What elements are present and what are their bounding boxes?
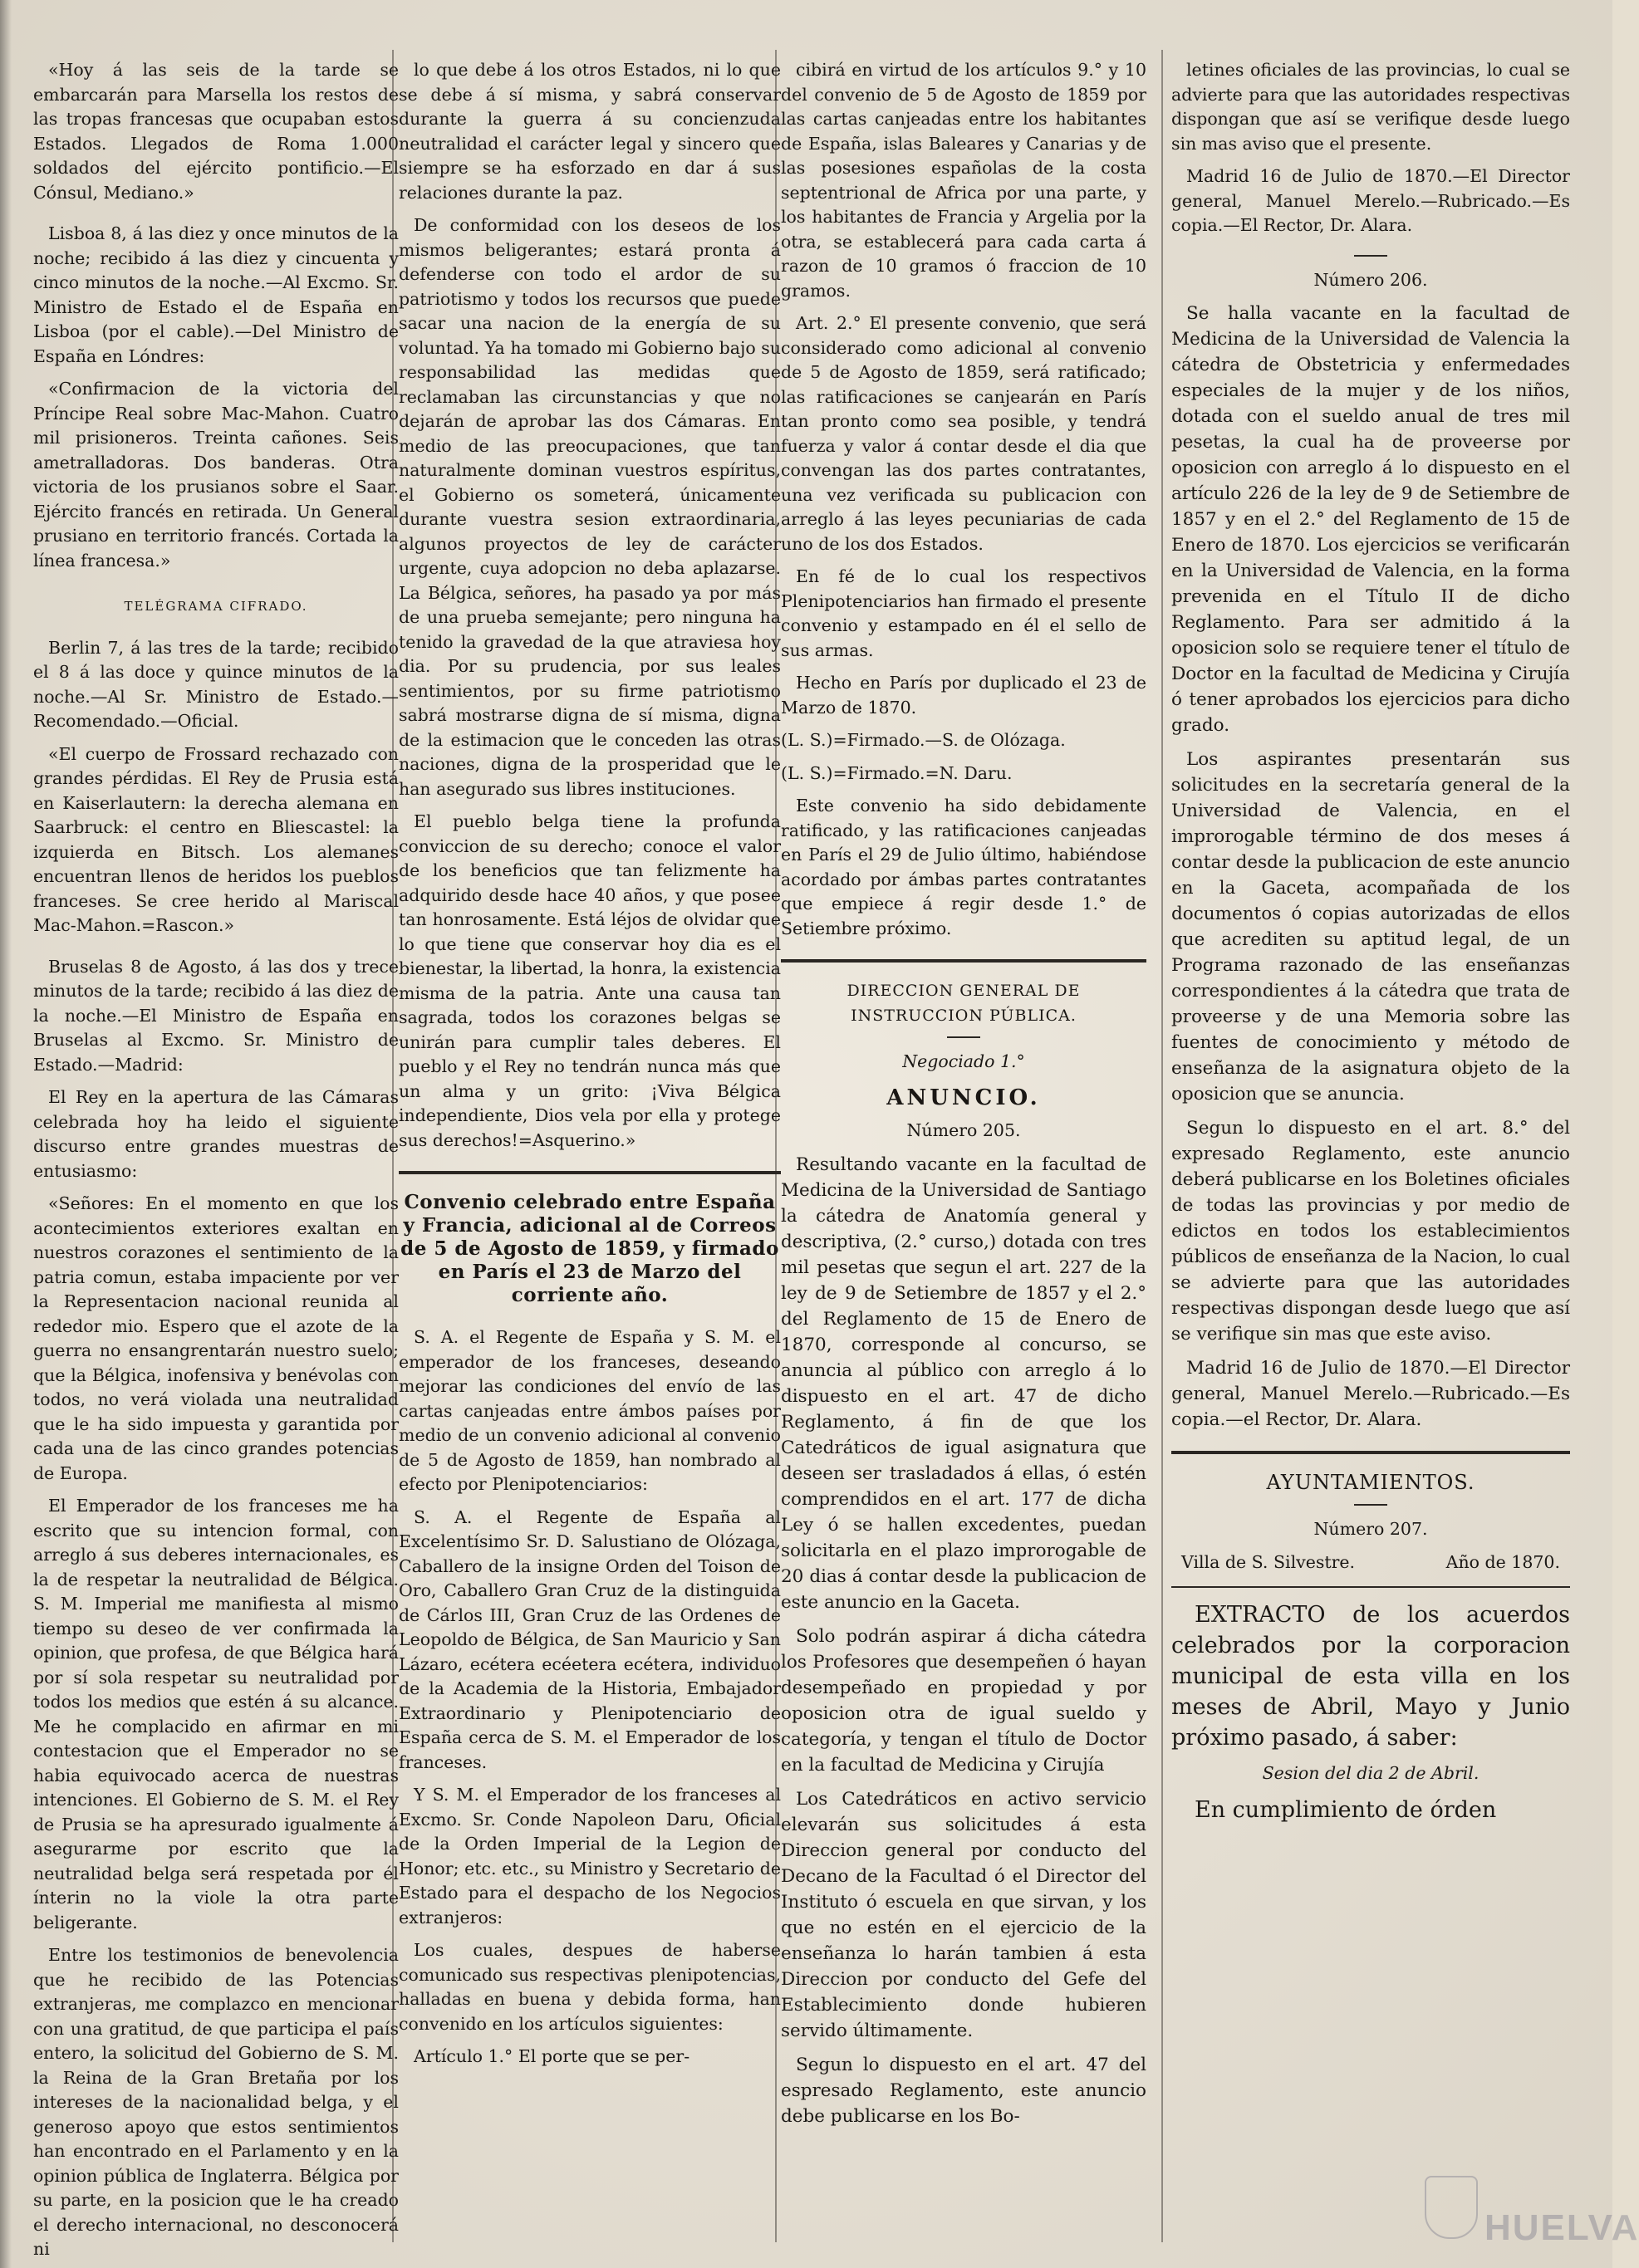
paragraph: Lisboa 8, á las diez y once minutos de la noche; recibido á las diez y cincuenta y cinco minutos de la noche.—Al Excmo. Sr. Ministro de Estado el de España en Lisboa (por el cable).—Del Ministro de España en Lóndres:	[33, 223, 399, 366]
section-heading: DIRECCION GENERAL DE INSTRUCCION PÚBLICA.	[846, 982, 1081, 1025]
paragraph: Este convenio ha sido debidamente ratificado, y las ratificaciones canjeadas en París el 29 de Julio último, habiéndose acordado por ámbas partes contratantes que empiece á regir desde 1.° de Setiembre próximo.	[781, 796, 1146, 938]
paragraph: S. A. el Regente de España y S. M. el emperador de los franceses, deseando mejorar las condiciones del envío de las cartas canjeadas entre ámbos países por medio de un convenio adicional al convenio de 5 de Agosto de 1859, han nombrado al efecto por Plenipotenciarios:	[399, 1327, 781, 1494]
paragraph: EXTRACTO de los acuerdos celebrados por la corporacion municipal de esta villa en los meses de Abril, Mayo y Junio próximo pasado, á saber:	[1171, 1602, 1570, 1751]
paragraph: Entre los testimonios de benevolencia que he recibido de las Potencias extranjeras, me complazco en mencionar con una gratitud, de que participa el país entero, la solicitud del Gobierno de S. M. la Reina de la Gran Bretaña por los intereses de la nacionalidad belga, y el generoso apoyo que estos sentimientos han encontrado en el Parlamento y en la opinion pública de Inglaterra. Bélgica por su parte, en la posicion que le ha creado el derecho internacional, no desconocerá ni	[33, 1945, 399, 2259]
page-edge-shadow	[0, 0, 12, 2268]
watermark-text: HUELVA	[1484, 2207, 1639, 2248]
paragraph: Segun lo dispuesto en el art. 47 del espresado Reglamento, este anuncio debe publicarse en los Bo-	[781, 2054, 1146, 2127]
column-2	[399, 58, 781, 2217]
paragraph: Los aspirantes presentarán sus solicitudes en la secretaría general de la Universidad de Valencia, en el improrogable término de dos meses á contar desde la publicacion de este anuncio en la Gaceta, acompañada de los documentos ó copias autorizadas de ellos que acrediten su aptitud legal, de un Programa razonado de las enseñanzas correspondientes á la cátedra que trata de proveerse y de una Memoria sobre las fuentes de conocimiento y método de enseñanza de la asignatura objeto de la oposicion que se anuncia.	[1171, 749, 1570, 1105]
paragraph: Solo podrán aspirar á dicha cátedra los Profesores que desempeñen ó hayan desempeñado en propiedad y por oposicion otra de igual sueldo y categoría, y tengan el título de Doctor en la facultad de Medicina y Cirujía	[781, 1625, 1146, 1776]
paragraph: Y S. M. el Emperador de los franceses al Excmo. Sr. Conde Napoleon Daru, Oficial de la Orden Imperial de la Legion de Honor; etc. etc., su Ministro y Secretario de Estado para el despacho de los Negocios extranjeros:	[399, 1785, 781, 1928]
paragraph: S. A. el Regente de España al Excelentísimo Sr. D. Salustiano de Olózaga, Caballero de la insigne Orden del Toison de Oro, Caballero Gran Cruz de la distinguida de Cárlos III, Gran Cruz de las Ordenes de Leopoldo de Bélgica, de San Mauricio y San Lázaro, ecétera ecéetera ecétera, individuo de la Academia de la Historia, Embajador Extraordinario y Plenipotenciario de España cerca de S. M. el Emperador de los franceses.	[399, 1506, 781, 1772]
section-heading: AYUNTAMIENTOS.	[1266, 1471, 1475, 1494]
paragraph: letines oficiales de las provincias, lo cual se advierte para que las autoridades respectivas dispongan que así se verifique desde luego sin mas aviso que el presente.	[1171, 60, 1570, 154]
paragraph: Madrid 16 de Julio de 1870.—El Director general, Manuel Merelo.—Rubricado.—Es copia.—el Rector, Dr. Alara.	[1171, 1358, 1570, 1430]
dateline-row	[1171, 1550, 1570, 1575]
section-divider	[781, 959, 1146, 963]
paragraph: Resultando vacante en la facultad de Medicina de la Universidad de Santiago la cátedra de Anatomía general y descriptiva, (2.° curso,) dotada con tres mil pesetas que segun el art. 227 de la ley de 9 de Setiembre de 1857 y el 2.° del Reglamento de 15 de Enero de 1870, corresponde al concurso, se anuncia al público con arreglo á lo dispuesto en el art. 47 de dicho Reglamento, á fin de que los Catedráticos de igual asignatura que deseen ser trasladados á ellas, ó estén comprendidos en el art. 177 de dicha Ley ó se hallen excedentes, puedan solicitarla en el plazo improrogable de 20 dias á contar desde la publicacion de este anuncio en la Gaceta.	[781, 1154, 1146, 1613]
column-4	[1171, 58, 1570, 2217]
paragraph: «Hoy á las seis de la tarde se embarcarán para Marsella los restos de las tropas francesas que ocupaban estos Estados. Llegados de Roma 1.000 soldados del ejército pontificio.—El Cónsul, Mediano.»	[33, 60, 399, 203]
paragraph: Los Catedráticos en activo servicio elevarán sus solicitudes á esta Direccion general por conducto del Decano de la Facultad ó el Director del Instituto ó escuela en que sirvan, y los que no estén en el ejercicio de la enseñanza lo harán tambien á esta Direccion por conducto del Gefe del Establecimiento donde hubieren servido últimamente.	[781, 1788, 1146, 2041]
paragraph: Segun lo dispuesto en el art. 8.° del expresado Reglamento, este anuncio deberá publicarse en los Boletines oficiales de todas las provincias y por medio de edictos en todos los establecimientos públicos de enseñanza de la Nacion, lo cual se advierte para que las autoridades respectivas dispongan desde luego que así se verifique sin mas que este aviso.	[1171, 1118, 1570, 1345]
short-rule	[1354, 255, 1387, 257]
place-label: Villa de S. Silvestre.	[1181, 1552, 1356, 1572]
signature-line: (L. S.)=Firmado.—S. de Olózaga.	[781, 730, 1066, 750]
signature-line: (L. S.)=Firmado.=N. Daru.	[781, 762, 1013, 783]
column-1	[33, 58, 399, 2259]
paragraph: Madrid 16 de Julio de 1870.—El Director general, Manuel Merelo.—Rubricado.—Es copia.—El Rector, Dr. Alara.	[1171, 166, 1570, 235]
announcement-number: Número 205.	[906, 1120, 1021, 1140]
paragraph: El pueblo belga tiene la profunda conviccion de su derecho; conoce el valor de los beneficios que tan felizmente ha adquirido desde hace 40 años, y que posee tan honrosamente. Está léjos de olvidar que lo que tiene que conservar hoy dia es el bienestar, la libertad, la honra, la existencia misma de la patria. Ante una causa tan sagrada, todos los corazones belgas se unirán para cumplir tales deberes. El pueblo y el Rey no tendrán nunca más que un alma y un grito: ¡Viva Bélgica independiente, Dios vela por ella y protege sus derechos!=Asquerino.»	[399, 811, 781, 1150]
paragraph: Los cuales, despues de haberse comunicado sus respectivas plenipotencias, halladas en buena y debida forma, han convenido en los artículos siguientes:	[399, 1940, 781, 2034]
section-divider	[1171, 1586, 1570, 1588]
session-label: Sesion del dia 2 de Abril.	[1262, 1763, 1480, 1783]
paragraph: El Rey en la apertura de las Cámaras celebrada hoy ha leido el siguiente discurso entre grandes muestras de entusiasmo:	[33, 1087, 399, 1181]
paragraph: El Emperador de los franceses me ha escrito que su intencion formal, con arreglo á sus deberes internacionales, es la de respetar la neutralidad de Bélgica. S. M. Imperial me manifiesta al mismo tiempo su deseo de ver confirmada la opinion, que profesa, de que Bélgica hará por sí sola respetar su neutralidad por todos los medios que estén á su alcance. Me he complacido en afirmar en mi contestacion que el Emperador no se habia equivocado acerca de nuestras intenciones. El Gobierno de S. M. el Rey de Prusia se ha apresurado igualmente á asegurarme por escrito que la neutralidad belga será respetada por él ínterin no la viole la otra parte beligerante.	[33, 1496, 399, 1932]
negociado-label: Negociado 1.°	[902, 1051, 1025, 1071]
paragraph: De conformidad con los deseos de los mismos beligerantes; estará pronta á defenderse con todo el ardor de su patriotismo y todos los recursos que puede sacar una nacion de la energía de su voluntad. Ya ha tomado mi Gobierno bajo su responsabilidad las medidas que reclamaban las circunstancias y que no dejarán de aprobar las dos Cámaras. En medio de las preocupaciones, que tan naturalmente dominan vuestros espíritus, el Gobierno os someterá, únicamente durante vuestra sesion extraordinaria, algunos proyectos de ley de carácter urgente, cuya adopcion no deba aplazarse. La Bélgica, señores, ha pasado ya por más de una prueba semejante; pero ninguna ha tenido la gravedad de la que atraviesa hoy dia. Por su prudencia, por sus leales sentimientos, por su firme patriotismo sabrá mostrarse digna de sí misma, digna de la estimacion que le conceden las otras naciones, digna de la prosperidad que le han asegurado sus libres instituciones.	[399, 215, 781, 799]
archive-watermark	[1425, 2176, 1639, 2255]
column-rule	[1161, 50, 1163, 2242]
section-divider	[1171, 1451, 1570, 1454]
paragraph: Se halla vacante en la facultad de Medicina de la Universidad de Valencia la cátedra de Obstetricia y enfermedades especiales de la mujer y de los niños, dotada con el sueldo anual de tres mil pesetas, la cual ha de proveerse por oposicion con arreglo á lo dispuesto en el artículo 226 de la ley de 9 de Setiembre de 1857 y en el 2.° del Reglamento de 15 de Enero de 1870. Los ejercicios se verificarán en la Universidad de Valencia, en la forma prevenida en el Título II de dicho Reglamento. Para ser admitido á la oposicion solo se requiere tener el título de Doctor en la facultad de Medicina y Cirujía ó tener aprobados los ejercicios para dicho grado.	[1171, 303, 1570, 736]
section-heading: TELÉGRAMA CIFRADO.	[124, 599, 308, 614]
announcement-number: Número 206.	[1313, 269, 1428, 290]
paragraph: En fé de lo cual los respectivos Plenipotenciarios han firmado el presente convenio y estampado en él el sello de sus armas.	[781, 566, 1146, 660]
paragraph: «El cuerpo de Frossard rechazado con grandes pérdidas. El Rey de Prusia está en Kaiserlautern: la derecha alemana en Saarbruck: el centro en Bliescastel: la izquierda en Bitsch. Los alemanes encuentran llenos de heridos los pueblos franceses. Se cree herido al Mariscal Mac-Mahon.=Rascon.»	[33, 743, 399, 935]
paragraph: lo que debe á los otros Estados, ni lo que se debe á sí misma, y sabrá conservar durante la guerra á su concienzuda neutralidad el carácter legal y sincero que siempre se ha esforzado en dar á sus relaciones durante la paz.	[399, 60, 781, 203]
paragraph: Artículo 1.° El porte que se per-	[414, 2046, 690, 2066]
article-title: Convenio celebrado entre España y Francia, adicional al de Correos de 5 de Agosto de 1859, y firmado en París el 23 de Marzo del corriente año.	[400, 1191, 779, 1306]
column-3	[781, 58, 1146, 2192]
paragraph: Berlin 7, á las tres de la tarde; recibido el 8 á las doce y quince minutos de la noche.—Al Sr. Ministro de Estado.—Recomendado.—Oficial.	[33, 637, 399, 731]
archive-seal-icon	[1425, 2176, 1478, 2239]
paragraph: cibirá en virtud de los artículos 9.° y 10 del convenio de 5 de Agosto de 1859 por las cartas canjeadas entre los habitantes de España, islas Baleares y Canarias y de las posesiones españolas de la costa septentrional de Africa por una parte, y los habitantes de Francia y Argelia por la otra, se establecerá para cada carta á razon de 10 gramos ó fraccion de 10 gramos.	[781, 60, 1146, 301]
short-rule	[947, 1036, 980, 1038]
section-divider	[399, 1171, 781, 1174]
paragraph: «Señores: En el momento en que los acontecimientos exteriores exaltan en nuestros corazones el sentimiento de la patria comun, estaba impaciente por ver la Representacion nacional reunida al rededor mio. Espero que el azote de la guerra no ensangrentarán nuestro suelo; que la Bélgica, inofensiva y benévolas con todos, no verá violada una neutralidad que le ha sido impuesta y garantida por cada una de las cinco grandes potencias de Europa.	[33, 1193, 399, 1483]
paragraph: En cumplimiento de órden	[1195, 1796, 1497, 1823]
paragraph: Bruselas 8 de Agosto, á las dos y trece minutos de la tarde; recibido á las diez de la noche.—El Ministro de España en Bruselas al Excmo. Sr. Ministro de Estado.—Madrid:	[33, 956, 399, 1075]
paragraph: Hecho en París por duplicado el 23 de Marzo de 1870.	[781, 673, 1146, 718]
year-label: Año de 1870.	[1445, 1552, 1560, 1572]
anuncio-heading: ANUNCIO.	[886, 1085, 1041, 1110]
short-rule	[1354, 1504, 1387, 1506]
announcement-number: Número 207.	[1313, 1518, 1428, 1539]
paragraph: «Confirmacion de la victoria del Príncipe Real sobre Mac-Mahon. Cuatro mil prisioneros. Treinta cañones. Seis ametralladoras. Dos banderas. Otra victoria de los prusianos sobre el Saar. Ejército francés en retirada. Un General prusiano en territorio francés. Cortada la línea francesa.»	[33, 379, 399, 571]
paragraph: Art. 2.° El presente convenio, que será considerado como adicional al convenio de 5 de Agosto de 1859, será ratificado; las ratificaciones se canjearán en París tan pronto como sea posible, y tendrá fuerza y valor á contar desde el dia que convengan las dos partes contratantes, una vez verificada su publicacion con arreglo á las leyes pecuniarias de cada uno de los dos Estados.	[781, 313, 1146, 554]
